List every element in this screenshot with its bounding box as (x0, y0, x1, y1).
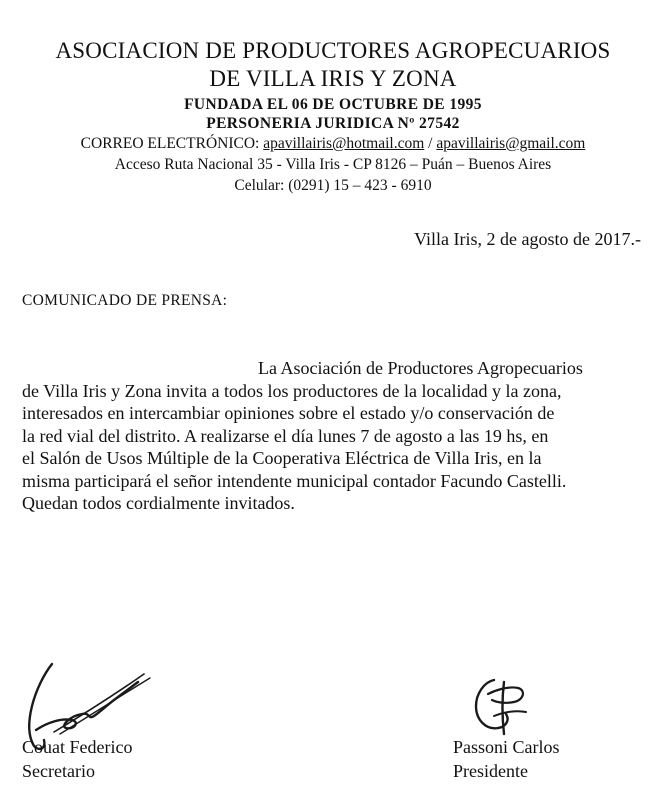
email-link-gmail[interactable]: apavillairis@gmail.com (436, 135, 586, 152)
subject-heading: COMUNICADO DE PRENSA: (22, 292, 228, 309)
letter-date: Villa Iris, 2 de agosto de 2017.- (414, 229, 641, 249)
email-separator: / (428, 135, 433, 152)
org-name-line1: ASOCIACION DE PRODUCTORES AGROPECUARIOS (55, 38, 611, 63)
signatory-secretario (22, 735, 132, 783)
email-label: CORREO ELECTRÓNICO: (80, 135, 260, 152)
press-release-body (22, 357, 648, 515)
founded-date: FUNDADA EL 06 DE OCTUBRE DE 1995 (184, 96, 482, 113)
body-line: el Salón de Usos Múltiple de la Cooperativa Eléctrica de Villa Iris, en la (22, 448, 542, 468)
signatory-name: Couat Federico (22, 737, 133, 757)
body-line: la red vial del distrito. A realizarse el día lunes 7 de agosto a las 19 hs, en (22, 425, 549, 446)
letterhead (0, 36, 666, 196)
body-line: de Villa Iris y Zona invita a todos los productores de la localidad y la zona, (22, 380, 562, 401)
body-line: misma participará el señor intendente municipal contador Facundo Castelli. (22, 470, 567, 491)
legal-registration: PERSONERIA JURIDICA Nº 27542 (206, 115, 460, 132)
body-line: Quedan todos cordialmente invitados. (22, 493, 295, 513)
email-link-hotmail[interactable]: apavillairis@hotmail.com (263, 135, 425, 152)
body-line: La Asociación de Productores Agropecuarios (258, 358, 583, 378)
email-line (0, 133, 666, 154)
phone: Celular: (0291) 15 – 423 - 6910 (234, 177, 432, 194)
org-name-line2: DE VILLA IRIS Y ZONA (209, 66, 457, 91)
signatory-presidente (453, 735, 560, 783)
signatory-name: Passoni Carlos (453, 737, 560, 757)
address: Acceso Ruta Nacional 35 - Villa Iris - CP 8126 – Puán – Buenos Aires (114, 156, 552, 173)
signatory-role: Secretario (22, 761, 95, 781)
signatory-role: Presidente (453, 761, 528, 781)
body-line: interesados en intercambiar opiniones sobre el estado y/o conservación de (22, 403, 555, 423)
signature-presidente (464, 672, 544, 744)
